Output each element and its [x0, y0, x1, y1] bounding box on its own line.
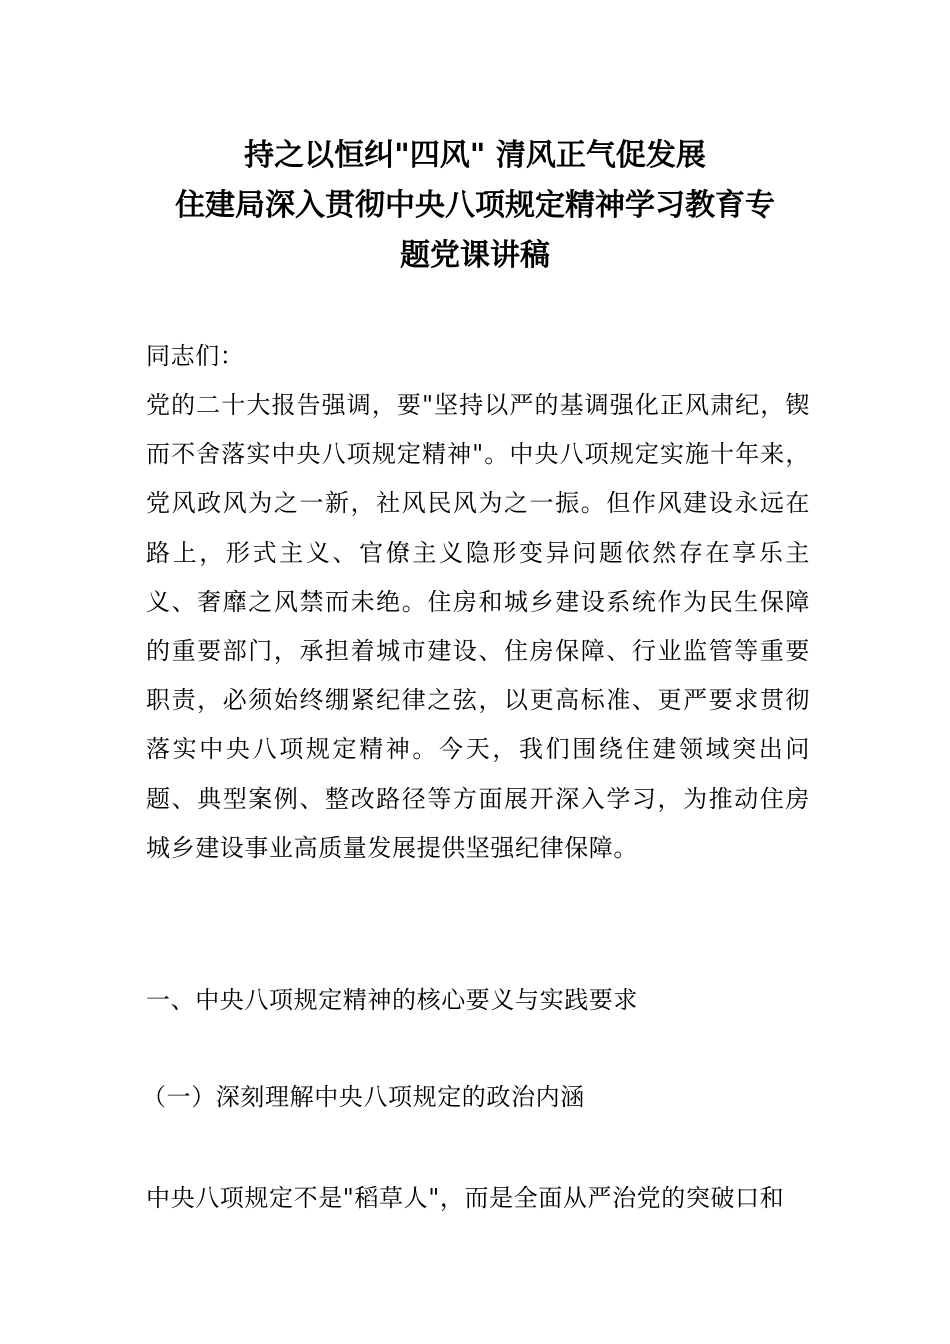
- salutation: 同志们：: [146, 342, 245, 370]
- intro-paragraph: 党的二十大报告强调，要"坚持以严的基调强化正风肃纪，锲而不舍落实中央八项规定精神"。中央八项规定实施十年来，党风政风为之一新，社风民风为之一振。但作风建设永远在路上，形式主义、官僚主义隐形变异问题依然存在享乐主义、奢靡之风禁而未绝。住房和城乡建设系统作为民生保障的重要部门，承担着城市建设、住房保障、行业监管等重要职责，必须始终绷紧纪律之弦，以更高标准、更严要求贯彻落实中央八项规定精神。今天，我们围绕住建领域突出问题、典型案例、整改路径等方面展开深入学习，为推动住房城乡建设事业高质量发展提供坚强纪律保障。: [146, 391, 810, 862]
- title-line-2: 住建局深入贯彻中央八项规定精神学习教育专: [175, 188, 775, 223]
- document-title: [0, 131, 950, 281]
- subsection-heading: （一）深刻理解中央八项规定的政治内涵: [142, 1083, 585, 1111]
- title-line-1: 持之以恒纠"四风" 清风正气促发展: [244, 138, 706, 173]
- body-paragraph-start: 中央八项规定不是"稻草人"，而是全面从严治党的突破口和: [146, 1184, 785, 1212]
- title-line-3: 题党课讲稿: [400, 238, 550, 273]
- section-heading: 一、中央八项规定精神的核心要义与实践要求: [146, 986, 638, 1014]
